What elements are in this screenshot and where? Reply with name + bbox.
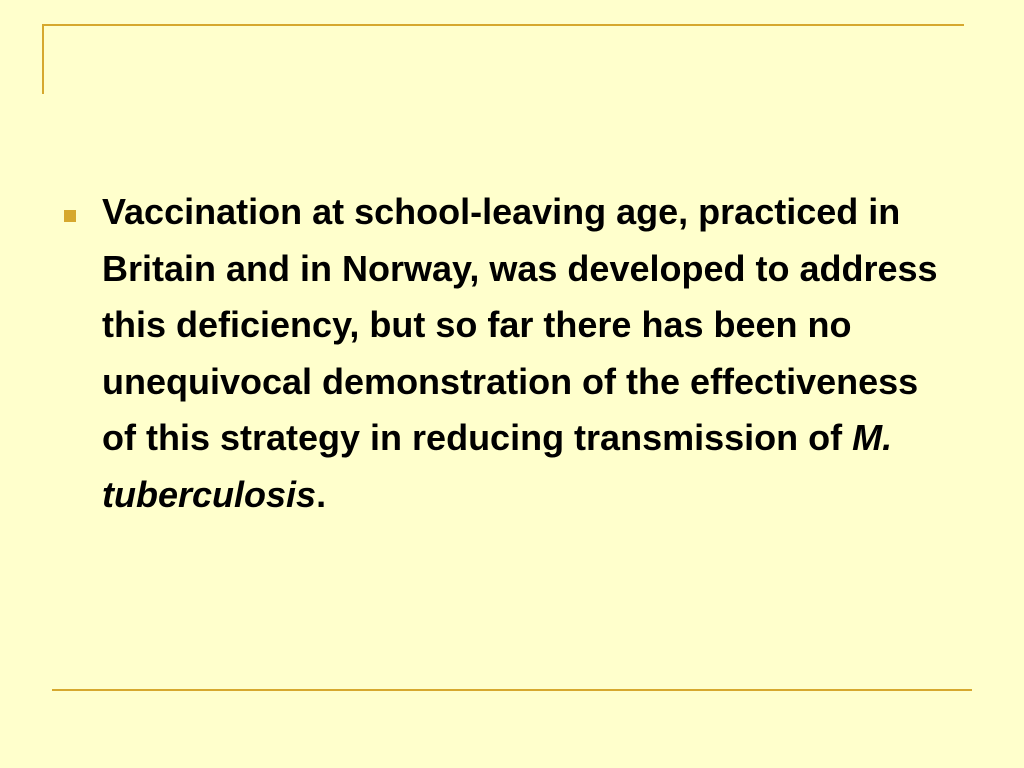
bullet-text-italic-genus: M. [852, 417, 893, 458]
left-accent-line [42, 24, 44, 94]
bullet-text-end: . [316, 473, 327, 515]
bullet-text [102, 184, 962, 523]
bullet-text-italic-species: tuberculosis [102, 473, 317, 515]
bottom-divider-line [52, 689, 972, 691]
bullet-text-main: Vaccination at school-leaving age, practiced in Britain and in Norway, was developed to address this deficiency, but so far there has been no unequivocal demonstration of the effectiveness of this strategy in reducing transmission of [102, 191, 938, 458]
top-divider-line [42, 24, 964, 26]
square-bullet-icon [64, 210, 76, 222]
